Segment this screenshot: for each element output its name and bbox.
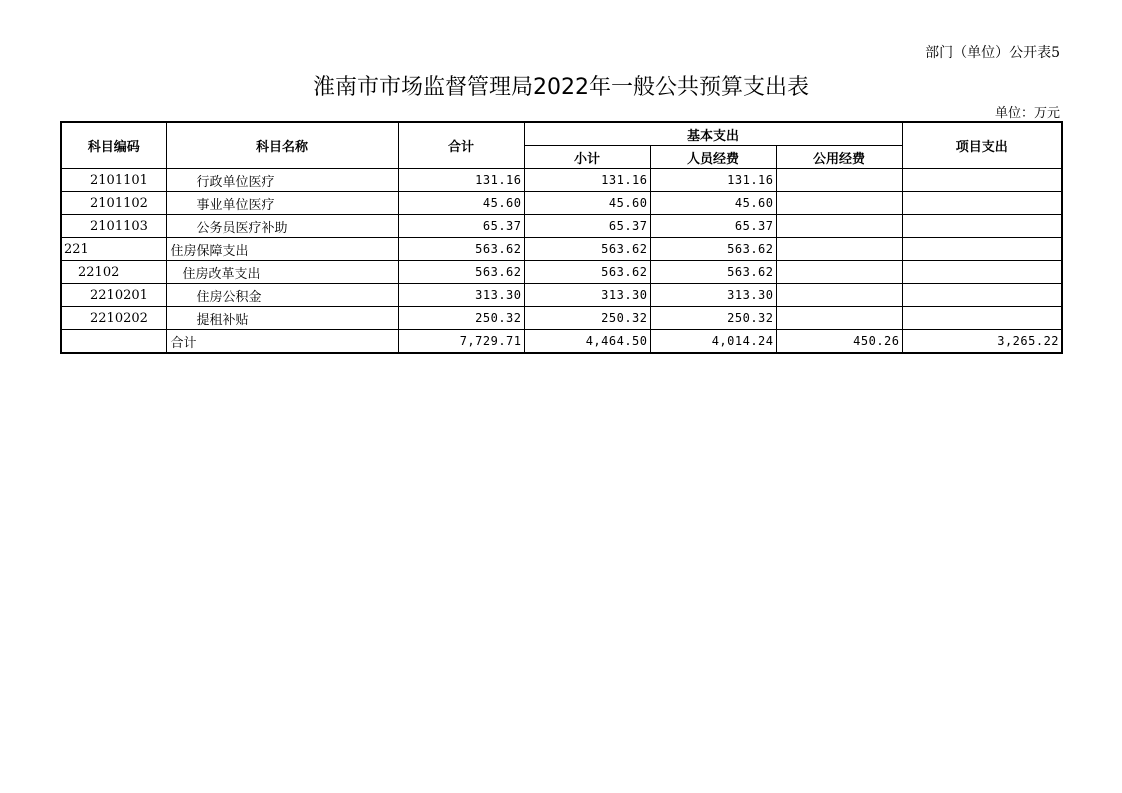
cell-code: 22102 (61, 261, 166, 284)
table-row (61, 284, 1062, 307)
unit-label: 单位：万元 (994, 106, 1060, 121)
cell-name: 事业单位医疗 (166, 192, 398, 215)
cell-total: 563.62 (398, 238, 524, 261)
cell-project (902, 192, 1062, 215)
cell-name: 公务员医疗补助 (166, 215, 398, 238)
cell-personnel: 563.62 (650, 261, 776, 284)
cell-public (776, 284, 902, 307)
cell-name: 住房保障支出 (166, 238, 398, 261)
cell-total: 65.37 (398, 215, 524, 238)
cell-total: 563.62 (398, 261, 524, 284)
cell-subtotal: 313.30 (524, 284, 650, 307)
header-row (61, 122, 1062, 146)
cell-project (902, 169, 1062, 192)
budget-table (60, 121, 1063, 354)
cell-subtotal: 563.62 (524, 238, 650, 261)
cell-name: 住房公积金 (166, 284, 398, 307)
cell-public (776, 307, 902, 330)
cell-subtotal: 65.37 (524, 215, 650, 238)
table-row (61, 238, 1062, 261)
cell-project (902, 307, 1062, 330)
cell-personnel: 4,014.24 (650, 330, 776, 354)
cell-project: 3,265.22 (902, 330, 1062, 354)
table-body (61, 169, 1062, 354)
cell-personnel: 131.16 (650, 169, 776, 192)
cell-subtotal: 131.16 (524, 169, 650, 192)
cell-name: 行政单位医疗 (166, 169, 398, 192)
table-row (61, 192, 1062, 215)
cell-total: 7,729.71 (398, 330, 524, 354)
cell-total: 250.32 (398, 307, 524, 330)
cell-subtotal: 45.60 (524, 192, 650, 215)
cell-code: 2210202 (61, 307, 166, 330)
cell-subtotal: 4,464.50 (524, 330, 650, 354)
cell-project (902, 238, 1062, 261)
table-row (61, 307, 1062, 330)
cell-public (776, 261, 902, 284)
cell-code: 2101103 (61, 215, 166, 238)
cell-project (902, 215, 1062, 238)
header-project: 项目支出 (902, 122, 1062, 169)
cell-personnel: 563.62 (650, 238, 776, 261)
cell-personnel: 45.60 (650, 192, 776, 215)
cell-public (776, 215, 902, 238)
table-row (61, 215, 1062, 238)
cell-project (902, 284, 1062, 307)
cell-name: 住房改革支出 (166, 261, 398, 284)
cell-code: 2101102 (61, 192, 166, 215)
cell-subtotal: 250.32 (524, 307, 650, 330)
cell-total: 131.16 (398, 169, 524, 192)
cell-total: 45.60 (398, 192, 524, 215)
cell-public: 450.26 (776, 330, 902, 354)
cell-personnel: 313.30 (650, 284, 776, 307)
header-code: 科目编码 (61, 122, 166, 169)
header-basic: 基本支出 (524, 122, 902, 146)
table-row (61, 169, 1062, 192)
table-row (61, 330, 1062, 354)
cell-public (776, 169, 902, 192)
header-personnel: 人员经费 (650, 146, 776, 169)
cell-name: 提租补贴 (166, 307, 398, 330)
cell-public (776, 192, 902, 215)
cell-code: 2101101 (61, 169, 166, 192)
cell-total: 313.30 (398, 284, 524, 307)
cell-personnel: 250.32 (650, 307, 776, 330)
cell-code: 221 (61, 238, 166, 261)
cell-public (776, 238, 902, 261)
cell-personnel: 65.37 (650, 215, 776, 238)
header-total: 合计 (398, 122, 524, 169)
cell-project (902, 261, 1062, 284)
cell-code: 2210201 (61, 284, 166, 307)
cell-code (61, 330, 166, 354)
cell-subtotal: 563.62 (524, 261, 650, 284)
header-name: 科目名称 (166, 122, 398, 169)
table-number-label: 部门（单位）公开表5 (925, 45, 1060, 61)
table-row (61, 261, 1062, 284)
header-subtotal: 小计 (524, 146, 650, 169)
document-title: 淮南市市场监督管理局2022年一般公共预算支出表 (313, 75, 809, 100)
header-public: 公用经费 (776, 146, 902, 169)
cell-name: 合计 (166, 330, 398, 354)
